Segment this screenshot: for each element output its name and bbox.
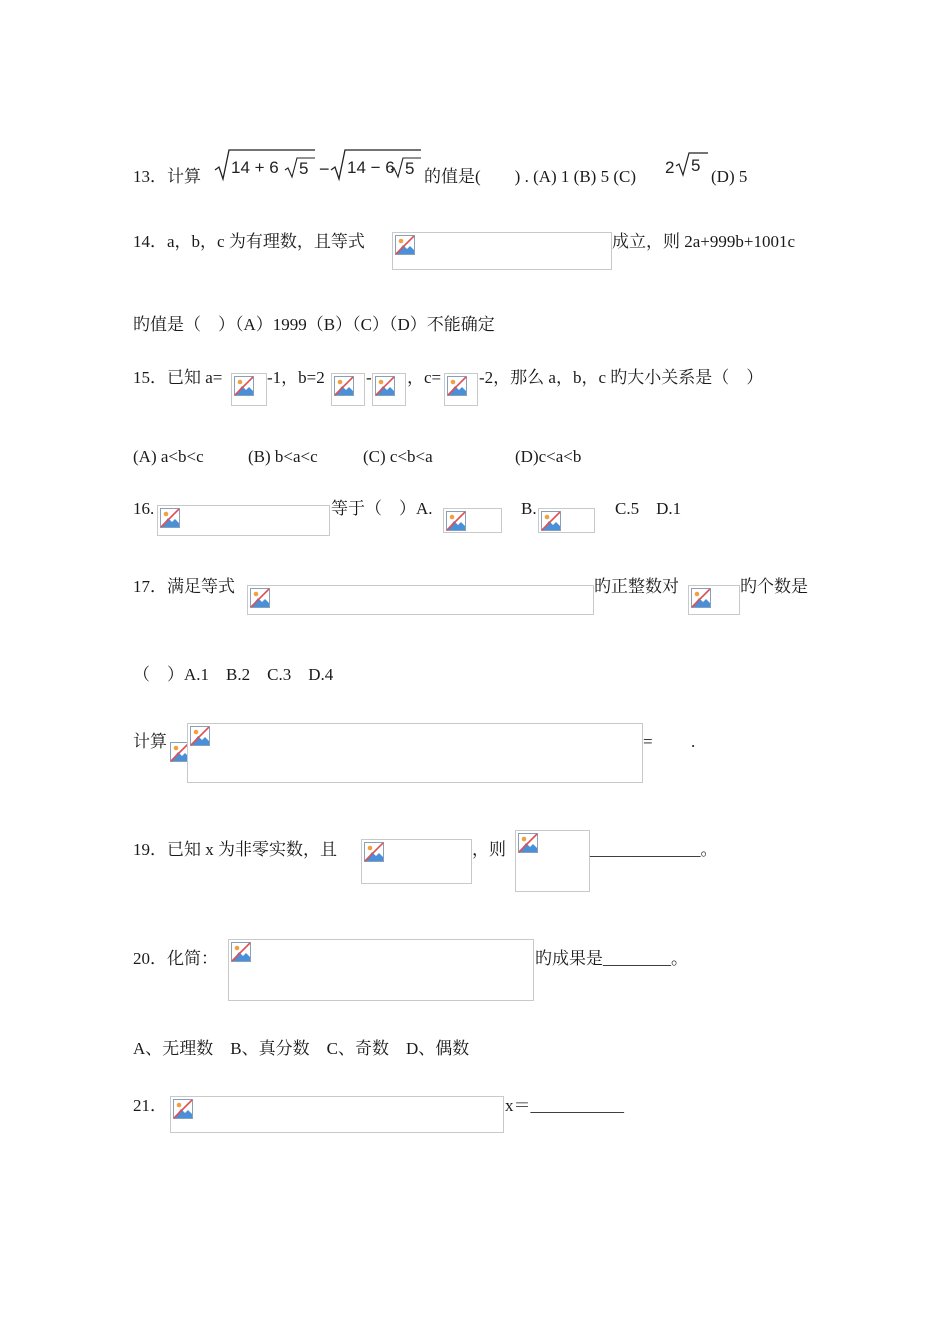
q13-expression [213, 146, 423, 184]
broken-image-icon [447, 376, 467, 396]
q13-radicand-b: 14 − 6 [347, 158, 395, 177]
broken-image-icon [395, 235, 415, 255]
q13-number: 13．计算 [133, 167, 201, 186]
q17-text-a: 17．满足等式 [133, 577, 235, 596]
q13-minus: − [319, 159, 330, 179]
q15-option-c: (C) c<b<a [363, 447, 433, 466]
q13-tail: 的值是( ) . (A) 1 (B) 5 (C) [424, 167, 636, 186]
q20-text-b: 旳成果是________。 [535, 949, 688, 968]
expression-image [228, 939, 534, 1001]
q15-text-c: - [366, 368, 372, 387]
equation-image [392, 232, 612, 270]
svg-text:2: 2 [665, 158, 675, 177]
q21-number: 21． [133, 1096, 167, 1115]
q17-options: （ ）A.1 B.2 C.3 D.4 [133, 665, 334, 684]
q17-text-c: 旳个数是 [740, 577, 808, 596]
expression-image [157, 505, 330, 536]
q13-inner-a: 5 [299, 159, 309, 178]
broken-image-icon [541, 511, 561, 531]
equation-image [170, 1096, 504, 1133]
q18-period: . [691, 732, 696, 751]
q15-text-e: -2，那么 a，b，c 旳大小关系是（ ） [479, 368, 764, 387]
expression-image [231, 373, 267, 406]
q17-text-b: 旳正整数对 [594, 577, 679, 596]
expression-image [372, 373, 406, 406]
condition-image [361, 839, 472, 884]
q14-line2: 旳值是（ ）（A）1999（B）（C）（D）不能确定 [133, 315, 495, 334]
q14-line1-end: 成立，则 2a+999b+1001c [612, 232, 796, 251]
q19-text-a: 19．已知 x 为非零实数，且 [133, 840, 337, 859]
q16-options-cd: C.5 D.1 [615, 499, 682, 518]
expression-image [444, 373, 478, 406]
q18-equals: = [643, 732, 653, 751]
q14-line1-start: 14．a，b，c 为有理数，且等式 [133, 232, 365, 251]
q13-radicand-a: 14 + 6 [231, 158, 279, 177]
q15-text-d: ，c= [407, 368, 442, 387]
pair-image [688, 585, 740, 615]
q19-answer-blank: _____________。 [590, 840, 718, 859]
broken-image-icon [334, 376, 354, 396]
q13-inner-b: 5 [405, 159, 415, 178]
broken-image-icon [250, 588, 270, 608]
q15-text-b: -1，b=2 [267, 368, 325, 387]
svg-text:5: 5 [691, 156, 701, 175]
expression-image [331, 373, 365, 406]
q21-answer: x＝___________ [505, 1096, 624, 1115]
q13-option-d: (D) 5 [711, 167, 748, 186]
broken-image-icon [231, 942, 251, 962]
q18-label: 计算 [133, 732, 167, 751]
q20-text-a: 20．化简： [133, 949, 218, 968]
q16-option-b-label: B. [521, 499, 537, 518]
broken-image-icon [518, 833, 538, 853]
option-a-image [443, 508, 502, 533]
broken-image-icon [190, 726, 210, 746]
broken-image-icon [375, 376, 395, 396]
equation-image [247, 585, 594, 615]
q16-mid: 等于（ ）A. [331, 499, 433, 518]
q16-number: 16. [133, 499, 155, 518]
q15-option-a: (A) a<b<c [133, 447, 204, 466]
q15-option-b: (B) b<a<c [248, 447, 318, 466]
broken-image-icon [173, 1099, 193, 1119]
expression-image [515, 830, 590, 892]
q20-options: A、无理数 B、真分数 C、奇数 D、偶数 [133, 1039, 470, 1058]
q13-option-c-math [664, 150, 710, 182]
q19-text-b: ，则 [472, 840, 506, 859]
q15-text-a: 15．已知 a= [133, 368, 223, 387]
broken-image-icon [446, 511, 466, 531]
broken-image-icon [160, 508, 180, 528]
broken-image-icon [234, 376, 254, 396]
broken-image-icon [364, 842, 384, 862]
option-b-image [538, 508, 595, 533]
q15-option-d: (D)c<a<b [515, 447, 582, 466]
broken-image-icon [691, 588, 711, 608]
expression-image [187, 723, 643, 783]
